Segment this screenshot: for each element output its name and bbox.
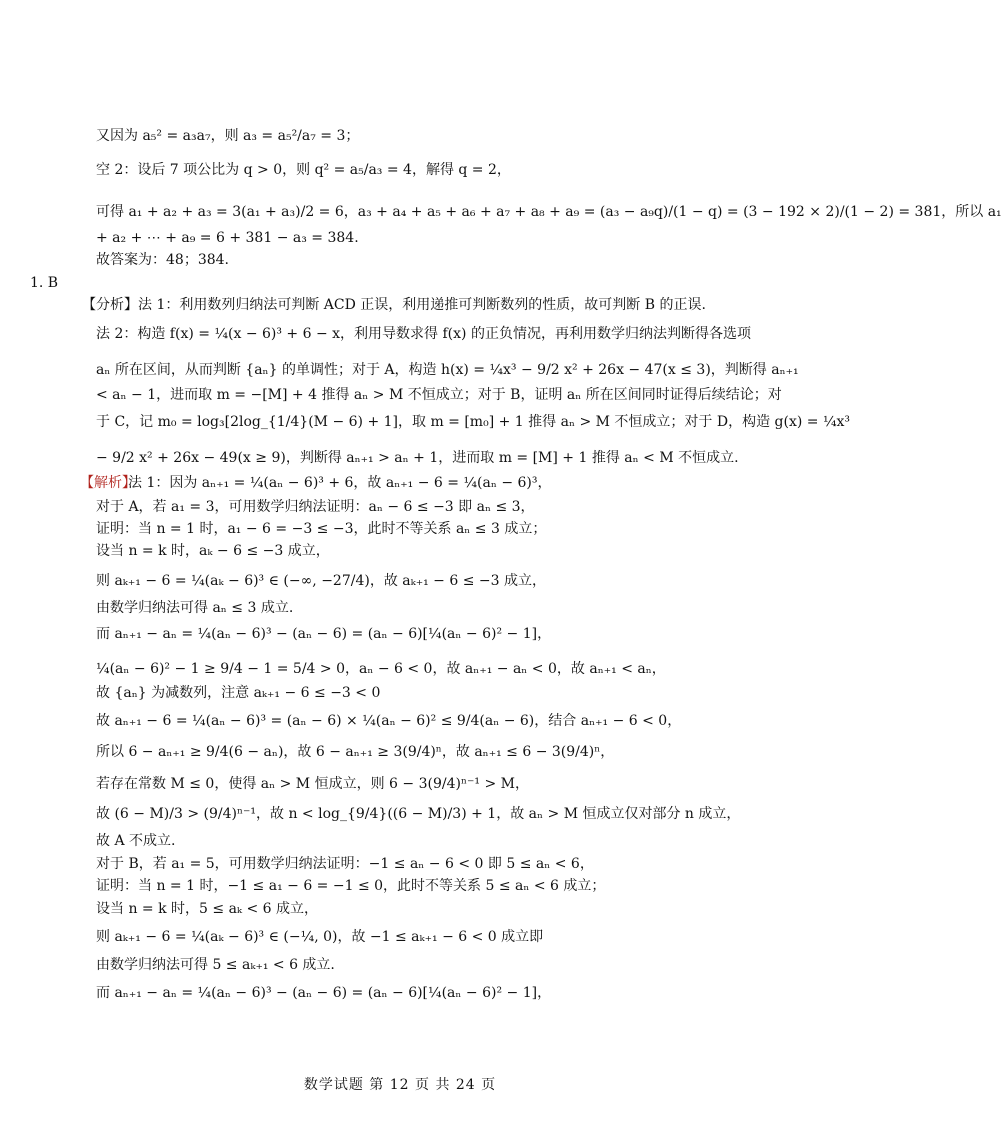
text-line: 对于 A，若 a₁ = 3，可用数学归纳法证明：aₙ − 6 ≤ −3 即 aₙ ≤ 3，	[96, 499, 535, 515]
text-line: 故答案为：48；384.	[96, 252, 229, 268]
text-line: 于 C，记 m₀ = log₃[2log_{1/4}(M − 6) + 1]，取 m = [m₀] + 1 推得 aₙ > M 不恒成立；对于 D，构造 g(x) = ¼x³	[96, 414, 851, 430]
text-line: 由数学归纳法可得 aₙ ≤ 3 成立.	[96, 600, 294, 616]
text-line: + a₂ + ⋯ + a₉ = 6 + 381 − a₃ = 384.	[96, 230, 359, 246]
text-line: 设当 n = k 时，aₖ − 6 ≤ −3 成立，	[96, 543, 330, 559]
text-line: 则 aₖ₊₁ − 6 = ¼(aₖ − 6)³ ∈ (−∞, −27/4)，故 aₖ₊₁ − 6 ≤ −3 成立，	[96, 573, 546, 589]
text-line: 证明：当 n = 1 时，a₁ − 6 = −3 ≤ −3，此时不等关系 aₙ ≤ 3 成立；	[96, 521, 547, 537]
text-line: 故 {aₙ} 为减数列，注意 aₖ₊₁ − 6 ≤ −3 < 0	[96, 685, 381, 701]
text-line: 故 (6 − M)/3 > (9/4)ⁿ⁻¹，故 n < log_{9/4}((6 − M)/3) + 1，故 aₙ > M 恒成立仅对部分 n 成立，	[96, 806, 741, 822]
text-line: 法 2：构造 f(x) = ¼(x − 6)³ + 6 − x，利用导数求得 f(x) 的正负情况，再利用数学归纳法判断得各选项	[96, 326, 751, 342]
text-line: 而 aₙ₊₁ − aₙ = ¼(aₙ − 6)³ − (aₙ − 6) = (aₙ − 6)[¼(aₙ − 6)² − 1]，	[96, 626, 552, 642]
text-line: < aₙ − 1，进而取 m = −[M] + 4 推得 aₙ > M 不恒成立；对于 B，证明 aₙ 所在区间同时证得后续结论；对	[96, 387, 782, 403]
question-number: 1. B	[30, 275, 59, 291]
text-line: 则 aₖ₊₁ − 6 = ¼(aₖ − 6)³ ∈ (−¼, 0)，故 −1 ≤ aₖ₊₁ − 6 < 0 成立即	[96, 929, 544, 945]
text-line: 若存在常数 M ≤ 0，使得 aₙ > M 恒成立，则 6 − 3(9/4)ⁿ⁻¹ > M，	[96, 776, 529, 792]
analysis-line: 【分析】法 1：利用数列归纳法可判断 ACD 正误，利用递推可判断数列的性质，故可判断 B 的正误.	[82, 297, 706, 313]
text-line: 所以 6 − aₙ₊₁ ≥ 9/4(6 − aₙ)，故 6 − aₙ₊₁ ≥ 3(9/4)ⁿ，故 aₙ₊₁ ≤ 6 − 3(9/4)ⁿ，	[96, 744, 615, 760]
text-line: 法 1：因为 aₙ₊₁ = ¼(aₙ − 6)³ + 6，故 aₙ₊₁ − 6 = ¼(aₙ − 6)³，	[128, 475, 552, 491]
text-line: 设当 n = k 时，5 ≤ aₖ < 6 成立，	[96, 901, 319, 917]
text-line: 对于 B，若 a₁ = 5，可用数学归纳法证明：−1 ≤ aₙ − 6 < 0 即 5 ≤ aₙ < 6，	[96, 856, 594, 872]
page-footer: 数学试题 第 12 页 共 24 页	[303, 1077, 497, 1093]
text-line: 由数学归纳法可得 5 ≤ aₖ₊₁ < 6 成立.	[96, 957, 335, 973]
text-line: 可得 a₁ + a₂ + a₃ = 3(a₁ + a₃)/2 = 6，a₃ + a₄ + a₅ + a₆ + a₇ + a₈ + a₉ = (a₃ − a₉q)/(1 − q) = (3 − 192 × 2)/(1 − 2) = 381，所以 a₁	[96, 204, 1002, 220]
text-line: aₙ 所在区间，从而判断 {aₙ} 的单调性；对于 A，构造 h(x) = ¼x³ − 9/2 x² + 26x − 47(x ≤ 3)，判断得 aₙ₊₁	[96, 362, 799, 378]
text-line: − 9/2 x² + 26x − 49(x ≥ 9)，判断得 aₙ₊₁ > aₙ + 1，进而取 m = [M] + 1 推得 aₙ < M 不恒成立.	[96, 450, 739, 466]
text-line: 而 aₙ₊₁ − aₙ = ¼(aₙ − 6)³ − (aₙ − 6) = (aₙ − 6)[¼(aₙ − 6)² − 1]，	[96, 985, 552, 1001]
text-line: 故 A 不成立.	[96, 833, 176, 849]
text-line: 又因为 a₅² = a₃a₇，则 a₃ = a₅²/a₇ = 3；	[96, 128, 360, 144]
text-line: ¼(aₙ − 6)² − 1 ≥ 9/4 − 1 = 5/4 > 0，aₙ − 6 < 0，故 aₙ₊₁ − aₙ < 0，故 aₙ₊₁ < aₙ，	[96, 661, 666, 677]
text-line: 故 aₙ₊₁ − 6 = ¼(aₙ − 6)³ = (aₙ − 6) × ¼(aₙ − 6)² ≤ 9/4(aₙ − 6)，结合 aₙ₊₁ − 6 < 0，	[96, 713, 682, 729]
text-line: 证明：当 n = 1 时，−1 ≤ a₁ − 6 = −1 ≤ 0，此时不等关系 5 ≤ aₙ < 6 成立；	[96, 878, 606, 894]
solution-tag: 【解析】	[80, 475, 136, 491]
text-line: 空 2：设后 7 项公比为 q > 0，则 q² = a₅/a₃ = 4，解得 q = 2，	[96, 162, 511, 178]
